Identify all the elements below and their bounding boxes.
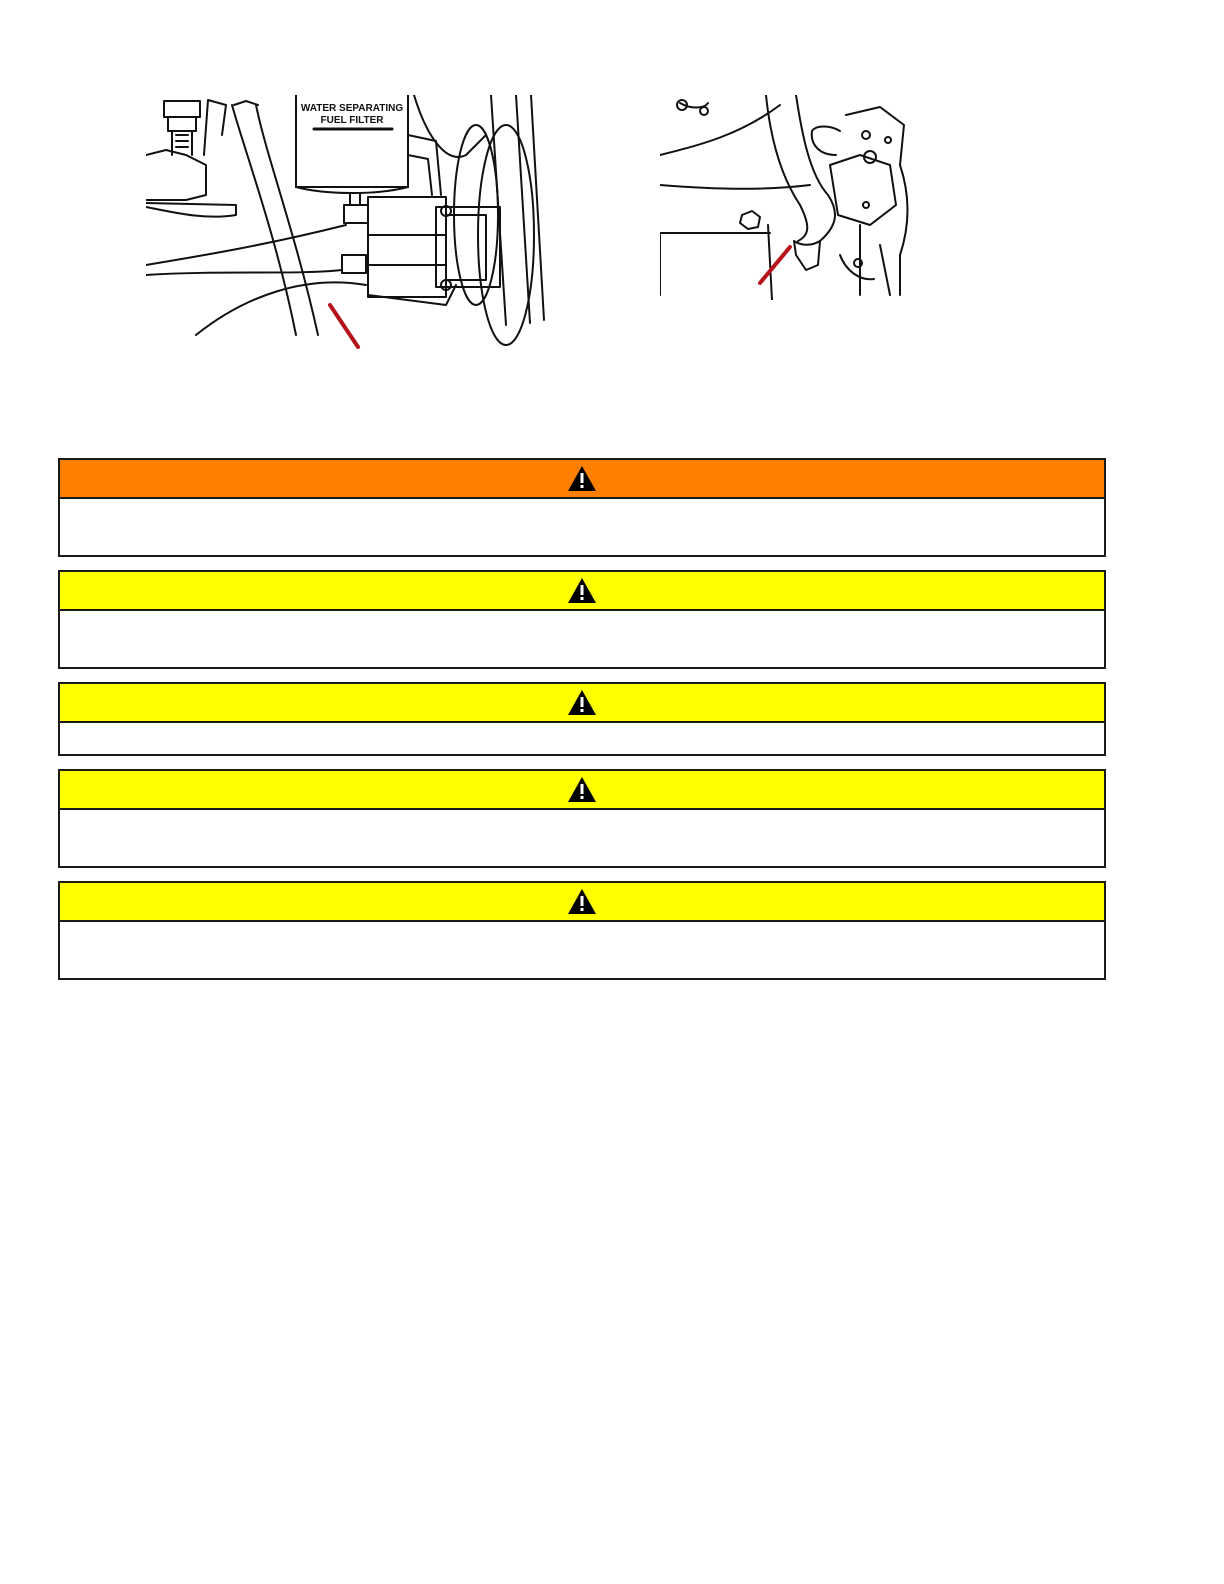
svg-text:WATER SEPARATING: WATER SEPARATING — [300, 103, 404, 114]
caution-header — [60, 883, 1104, 922]
svg-text:FUEL FILTER: FUEL FILTER — [320, 115, 384, 126]
alert-triangle-icon — [567, 465, 597, 492]
caution-header — [60, 771, 1104, 810]
thermostat-hose-illustration — [660, 95, 910, 300]
alert-triangle-icon — [567, 577, 597, 604]
alert-triangle-icon — [567, 689, 597, 716]
caution-notice — [58, 682, 1106, 756]
caution-body — [60, 810, 1104, 866]
caution-body — [60, 723, 1104, 754]
caution-header — [60, 684, 1104, 723]
water-pump-hose-illustration — [146, 95, 550, 350]
caution-header — [60, 572, 1104, 611]
warning-body — [60, 499, 1104, 555]
warning-notice — [58, 458, 1106, 557]
alert-triangle-icon — [567, 888, 597, 915]
caution-notice — [58, 881, 1106, 980]
caution-body — [60, 922, 1104, 978]
alert-triangle-icon — [567, 776, 597, 803]
caution-notice — [58, 570, 1106, 669]
warning-header — [60, 460, 1104, 499]
caution-notice — [58, 769, 1106, 868]
safety-notices — [58, 458, 1106, 993]
caution-body — [60, 611, 1104, 667]
